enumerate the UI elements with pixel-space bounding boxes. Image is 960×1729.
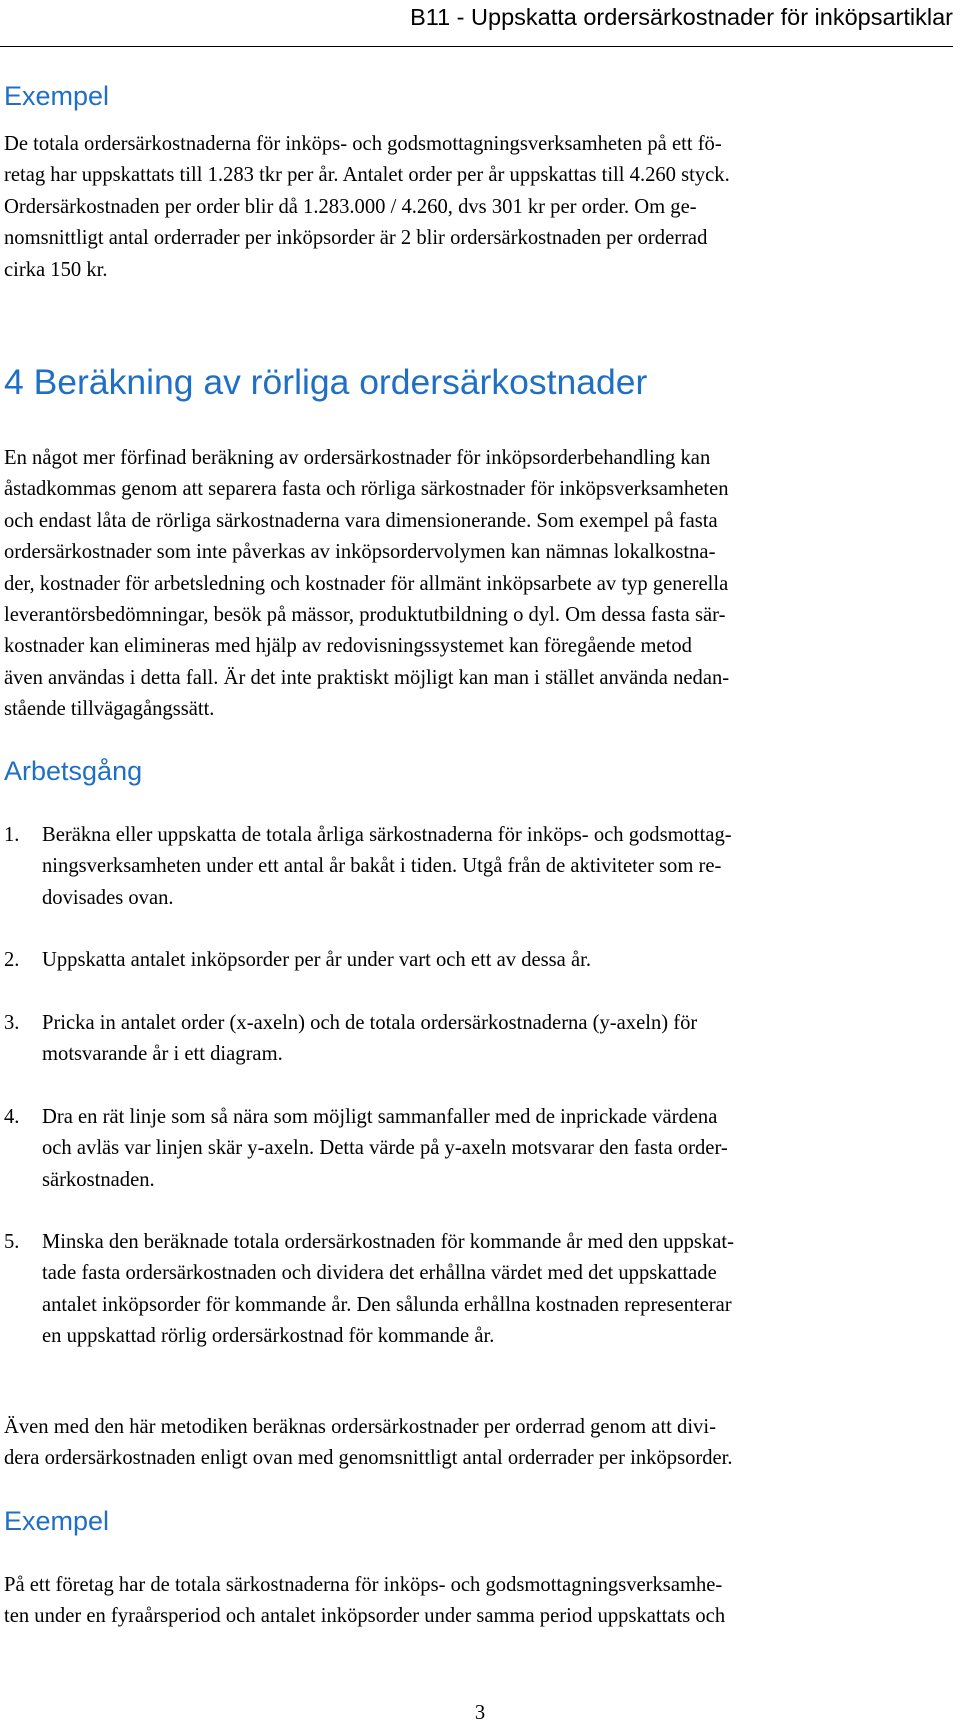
section-paragraph	[4, 443, 952, 726]
text-line: dera ordersärkostnaden enligt ovan med genomsnittligt antal orderrader per inköpsorder.	[4, 1447, 733, 1470]
procedure-step	[4, 1227, 952, 1353]
procedure-step	[4, 945, 952, 976]
text-line: även användas i detta fall. Är det inte praktiskt möjligt kan man i stället använda nedan-	[4, 666, 730, 689]
text-line: tade fasta ordersärkostnaden och dividera det erhållna värdet med det uppskattade	[42, 1262, 717, 1285]
text-line: En något mer förfinad beräkning av ordersärkostnader för inköpsorderbehandling kan	[4, 447, 711, 469]
text-line: ten under en fyraårsperiod och antalet inköpsorder under samma period uppskattats och	[4, 1605, 726, 1628]
text-line: åstadkommas genom att separera fasta och rörliga särkostnader för inköpsverksamheten	[4, 478, 729, 501]
text-line: kostnader kan elimineras med hjälp av redovisningssystemet kan föregående metod	[4, 635, 692, 658]
text-line: antalet inköpsorder för kommande år. Den sålunda erhållna kostnaden representerar	[42, 1293, 732, 1316]
example-heading: Exempel	[4, 1506, 110, 1536]
text-line: Pricka in antalet order (x-axeln) och de totala ordersärkostnaderna (y-axeln) för	[42, 1012, 698, 1034]
text-line: Beräkna eller uppskatta de totala årliga särkostnaderna för inköps- och godsmottag-	[42, 824, 732, 846]
text-line: motsvarande år i ett diagram.	[42, 1043, 283, 1066]
step-number: 2.	[4, 949, 20, 971]
procedure-step	[4, 1102, 952, 1196]
text-line: ningsverksamheten under ett antal år bakåt i tiden. Utgå från de aktiviteter som re-	[42, 855, 722, 878]
procedure-step	[4, 1008, 952, 1071]
text-line: stående tillvägagångssätt.	[4, 698, 215, 721]
text-line: särkostnaden.	[42, 1168, 155, 1191]
example-paragraph	[4, 129, 952, 286]
text-line: cirka 150 kr.	[4, 258, 108, 281]
text-line: På ett företag har de totala särkostnaderna för inköps- och godsmottagningsverksamhe-	[4, 1574, 723, 1596]
text-line: Även med den här metodiken beräknas ordersärkostnader per orderrad genom att divi-	[4, 1416, 716, 1438]
text-line: der, kostnader för arbetsledning och kostnader för allmänt inköpsarbete av typ generella	[4, 572, 729, 595]
page-header	[0, 2, 953, 47]
text-line: Minska den beräknade totala ordersärkostnaden för kommande år med den uppskat-	[42, 1231, 734, 1253]
text-line: retag har uppskattats till 1.283 tkr per år. Antalet order per år uppskattas till 4.260 styck.	[4, 164, 730, 187]
page-number: 3	[474, 1702, 486, 1724]
section-heading: 4 Beräkning av rörliga ordersärkostnader	[4, 362, 648, 402]
text-line: Uppskatta antalet inköpsorder per år under vart och ett av dessa år.	[42, 949, 591, 971]
text-line: Ordersärkostnaden per order blir då 1.283.000 / 4.260, dvs 301 kr per order. Om ge-	[4, 195, 697, 218]
example-heading: Exempel	[4, 81, 110, 111]
text-line: ordersärkostnader som inte påverkas av inköpsordervolymen kan nämnas lokalkostna-	[4, 541, 716, 564]
closing-paragraph	[4, 1412, 952, 1475]
step-number: 5.	[4, 1231, 20, 1253]
procedure-heading: Arbetsgång	[4, 756, 143, 786]
text-line: Dra en rät linje som så nära som möjligt sammanfaller med de inprickade värdena	[42, 1106, 718, 1128]
text-line: leverantörsbedömningar, besök på mässor, produktutbildning o dyl. Om dessa fasta sär-	[4, 604, 726, 627]
text-line: och avläs var linjen skär y-axeln. Detta värde på y-axeln motsvarar den fasta order-	[42, 1137, 728, 1160]
step-number: 4.	[4, 1106, 20, 1128]
step-number: 1.	[4, 824, 20, 846]
header-title: B11 - Uppskatta ordersärkostnader för inköpsartiklar	[410, 4, 953, 30]
step-number: 3.	[4, 1012, 20, 1034]
text-line: en uppskattad rörlig ordersärkostnad för kommande år.	[42, 1325, 495, 1348]
text-line: nomsnittligt antal orderrader per inköpsorder är 2 blir ordersärkostnaden per orderrad	[4, 227, 708, 250]
example-paragraph	[4, 1570, 952, 1633]
text-line: dovisades ovan.	[42, 886, 174, 909]
text-line: De totala ordersärkostnaderna för inköps- och godsmottagningsverksamheten på ett fö-	[4, 133, 722, 155]
procedure-step	[4, 820, 952, 914]
text-line: och endast låta de rörliga särkostnaderna vara dimensionerande. Som exempel på fasta	[4, 509, 718, 532]
